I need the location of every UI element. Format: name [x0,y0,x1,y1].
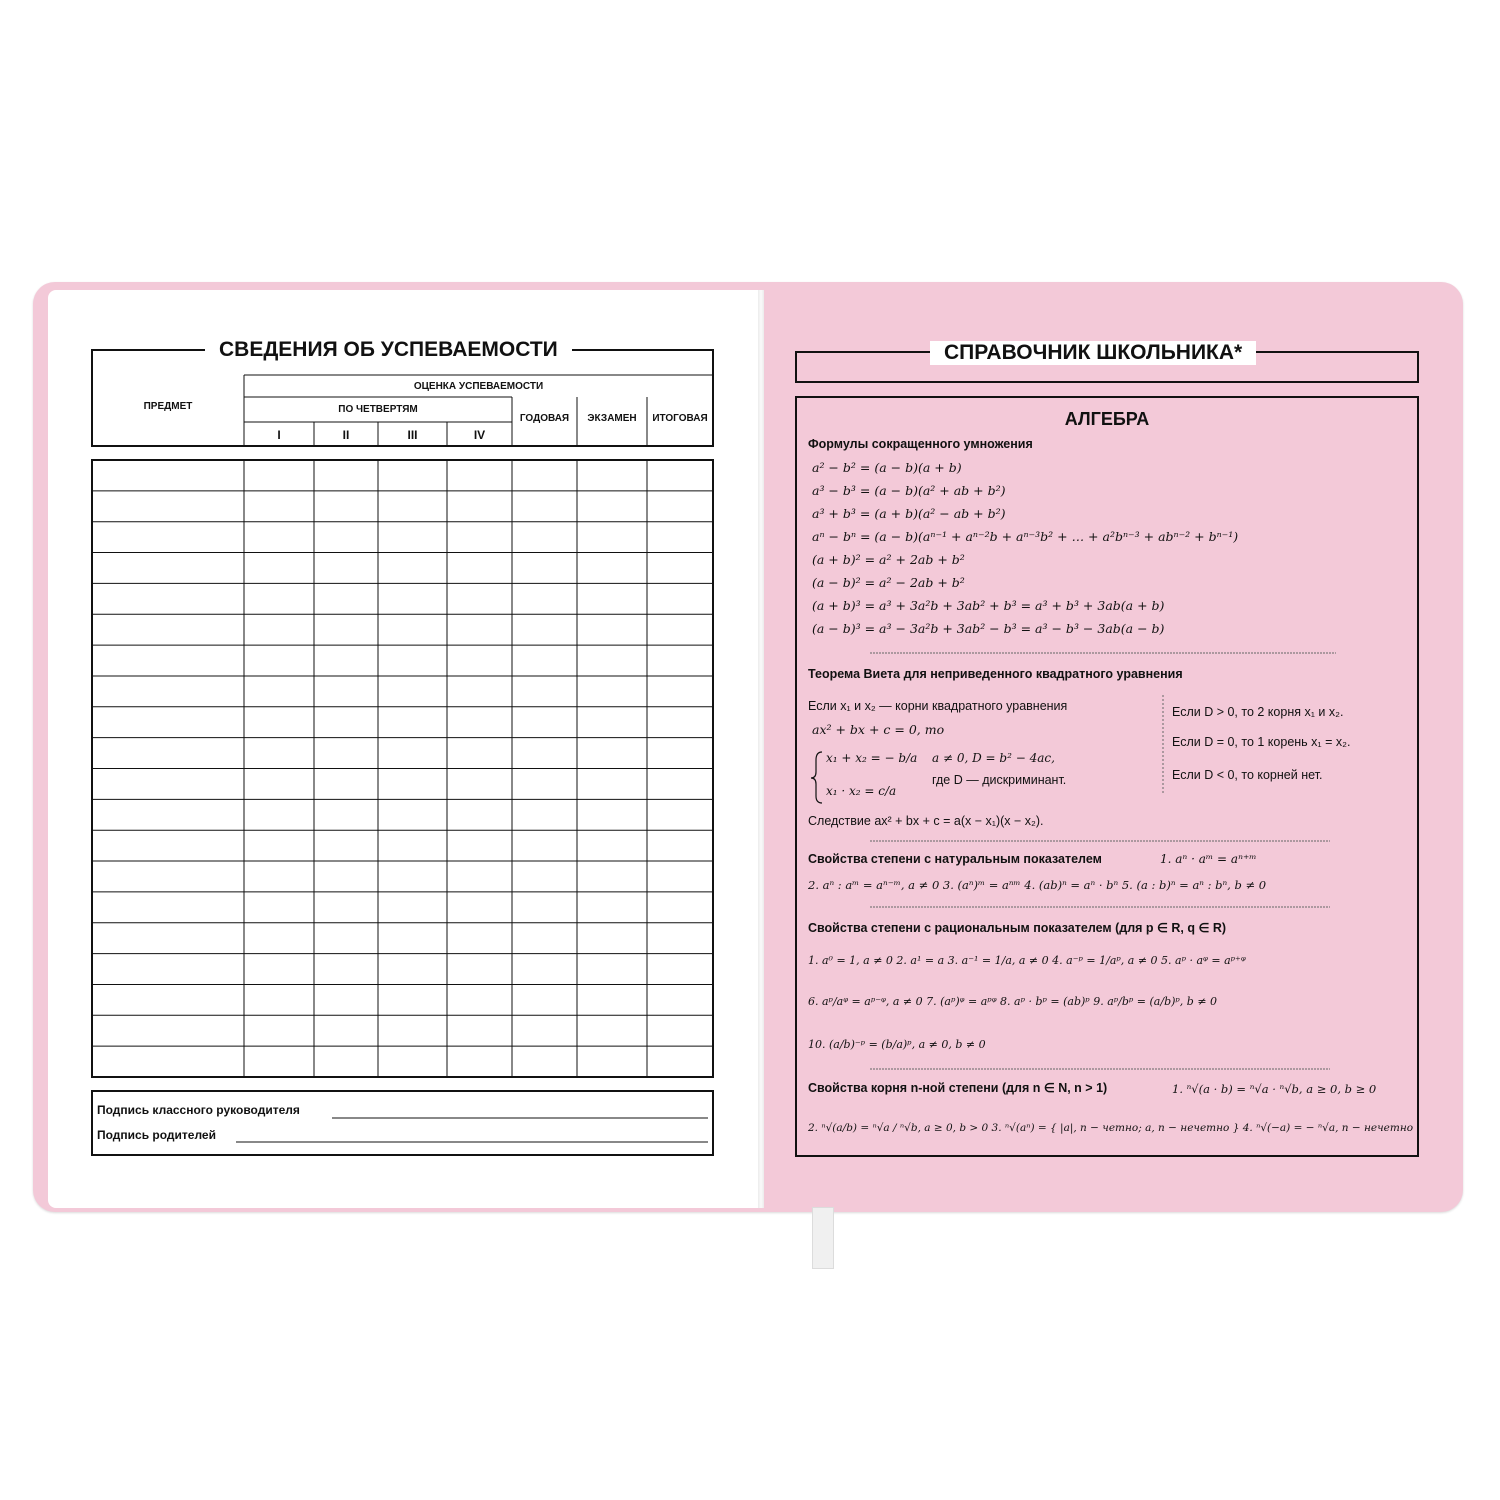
vieta-intro: Если x₁ и x₂ — корни квадратного уравнения [808,699,1068,713]
quarters-header: ПО ЧЕТВЕРТЯМ [338,404,418,415]
bookmark-ribbon[interactable] [812,1207,834,1269]
algebra-heading: АЛГЕБРА [1064,409,1150,429]
s4-line-2: 6. aᵖ/aᵠ = aᵖ⁻ᵠ, a ≠ 0 7. (aᵖ)ᵠ = aᵖᵠ 8. aᵖ · bᵖ = (ab)ᵖ 9. aᵖ/bᵖ = (a/b)ᵖ, b ≠ 0 [808,995,1218,1008]
page-gutter [758,290,764,1208]
year-grade-header: ГОДОВАЯ [519,413,570,424]
formula-8: (a − b)³ = a³ − 3a²b + 3ab² − b³ = a³ − b³ − 3ab(a − b) [812,621,1165,636]
s2-title: Теорема Виета для неприведенного квадратного уравнения [808,667,1183,681]
s4-title: Свойства степени с рациональным показателем (для p ∈ R, q ∈ R) [808,921,1227,935]
vieta-equation: ax² + bx + c = 0, то [812,722,945,737]
s3-title: Свойства степени с натуральным показателем [808,852,1102,866]
s3-first: 1. aⁿ · aᵐ = aⁿ⁺ᵐ [1160,852,1257,866]
vieta-case-2: Если D = 0, то 1 корень x₁ = x₂. [1172,735,1351,749]
vieta-sum: x₁ + x₂ = − b/a [826,751,918,765]
formula-7: (a + b)³ = a³ + 3a²b + 3ab² + b³ = a³ + b³ + 3ab(a + b) [812,598,1165,613]
vieta-corollary: Следствие ax² + bx + c = a(x − x₁)(x − x₂). [808,814,1044,828]
vieta-condition: a ≠ 0, D = b² − 4ac, [932,751,1055,765]
teacher-signature-label: Подпись классного руководителя [97,1103,300,1117]
subject-column-header: ПРЕДМЕТ [143,401,193,412]
quarter-1-header: I [277,428,281,442]
s5-first: 1. ⁿ√(a · b) = ⁿ√a · ⁿ√b, a ≥ 0, b ≥ 0 [1172,1082,1377,1096]
formula-4: aⁿ − bⁿ = (a − b)(aⁿ⁻¹ + aⁿ⁻²b + aⁿ⁻³b² + … + a²bⁿ⁻³ + abⁿ⁻² + bⁿ⁻¹) [812,529,1239,544]
s4-line-1: 1. a⁰ = 1, a ≠ 0 2. a¹ = a 3. a⁻¹ = 1/a, a ≠ 0 4. a⁻ᵖ = 1/aᵖ, a ≠ 0 5. aᵖ · aᵠ = aᵖ⁺ᵠ [808,954,1246,967]
formula-5: (a + b)² = a² + 2ab + b² [812,552,965,567]
formula-2: a³ − b³ = (a − b)(a² + ab + b²) [812,483,1006,498]
quarter-3-header: III [407,428,418,442]
vieta-product: x₁ · x₂ = c/a [826,784,897,798]
reference-title: СПРАВОЧНИК ШКОЛЬНИКА* [930,341,1256,365]
s5-line: 2. ⁿ√(a/b) = ⁿ√a / ⁿ√b, a ≥ 0, b > 0 3. ⁿ√(aⁿ) = { |a|, n − четно; a, n − нечетно } 4. ⁿ√(−a) = − ⁿ√a, n − нечетно [808,1122,1414,1134]
grades-title: СВЕДЕНИЯ ОБ УСПЕВАЕМОСТИ [205,338,572,362]
vieta-case-1: Если D > 0, то 2 корня x₁ и x₂. [1172,705,1344,719]
quarter-4-header: IV [473,428,486,442]
vieta-case-3: Если D < 0, то корней нет. [1172,768,1323,782]
quarter-2-header: II [342,428,350,442]
formula-3: a³ + b³ = (a + b)(a² − ab + b²) [812,506,1006,521]
s5-title: Свойства корня n-ной степени (для n ∈ N, n > 1) [808,1081,1108,1095]
parents-signature-label: Подпись родителей [97,1128,216,1142]
s4-line-3: 10. (a/b)⁻ᵖ = (b/a)ᵖ, a ≠ 0, b ≠ 0 [808,1038,986,1051]
s3-line: 2. aⁿ : aᵐ = aⁿ⁻ᵐ, a ≠ 0 3. (aⁿ)ᵐ = aⁿᵐ 4. (ab)ⁿ = aⁿ · bⁿ 5. (a : b)ⁿ = aⁿ : bⁿ, b ≠ 0 [808,878,1267,892]
exam-header: ЭКЗАМЕН [587,413,637,424]
s1-title: Формулы сокращенного умножения [808,437,1033,451]
vieta-discriminant: где D — дискриминант. [932,773,1067,787]
grades-group-header: ОЦЕНКА УСПЕВАЕМОСТИ [413,381,544,392]
formula-1: a² − b² = (a − b)(a + b) [812,460,962,475]
formula-6: (a − b)² = a² − 2ab + b² [812,575,965,590]
final-grade-header: ИТОГОВАЯ [652,413,708,424]
